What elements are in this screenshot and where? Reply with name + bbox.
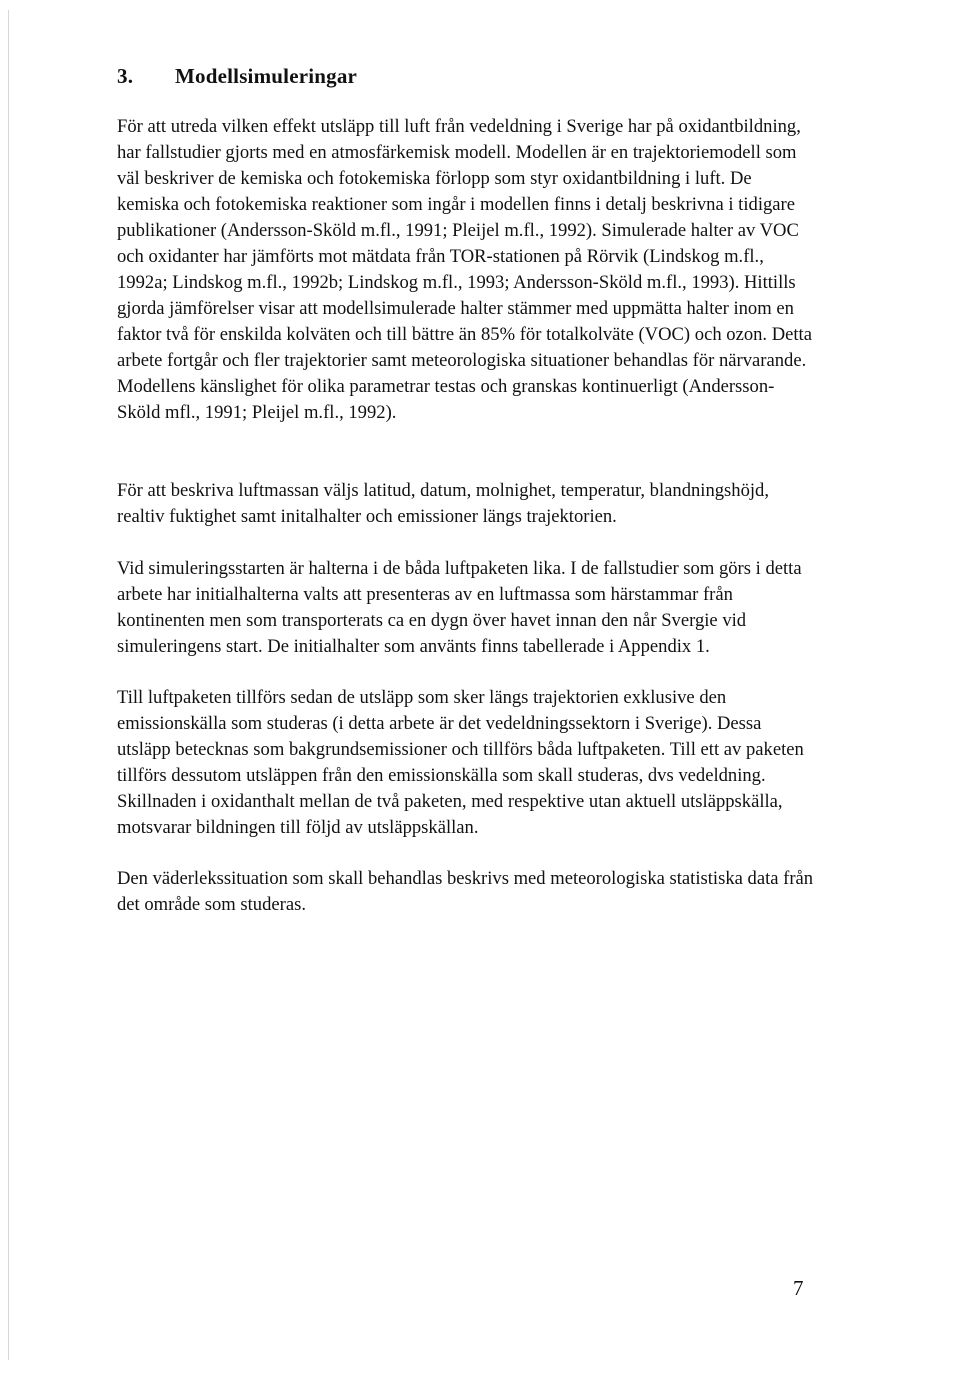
paragraph-model-description: För att utreda vilken effekt utsläpp till luft från vedeldning i Sverige har på oxidantbildning, har fallstudier gjorts med en atmosfärkemisk modell. Modellen är en trajektoriemodell som väl beskriver de kemiska och fotokemiska förlopp som styr oxidantbildning i luft. De kemiska och fotokemiska reaktioner som ingår i modellen finns i detalj beskrivna i tidigare publikationer (Andersson-Sköld m.fl., 1991; Pleijel m.fl., 1992). Simulerade halter av VOC och oxidanter har jämförts mot mätdata från TOR-stationen på Rörvik (Lindskog m.fl., 1992a; Lindskog m.fl., 1992b; Lindskog m.fl., 1993; Andersson-Sköld m.fl., 1993). Hittills gjorda jämförelser visar att modellsimulerade halter stämmer med uppmätta halter inom en faktor två för enskilda kolväten och till bättre än 85% för totalkolväte (VOC) och ozon. Detta arbete fortgår och fler trajektorier samt meteorologiska situationer behandlas för närvarande. Modellens känslighet för olika parametrar testas och granskas kontinuerligt (Andersson-Sköld mfl., 1991; Pleijel m.fl., 1992). — [117, 116, 812, 423]
paragraph-airmass-parameters: För att beskriva luftmassan väljs latitud, datum, molnighet, temperatur, blandningshöjd, realtiv fuktighet samt initalhalter och emissioner längs trajektorien. — [117, 480, 769, 527]
paragraph-initial-concentrations: Vid simuleringsstarten är halterna i de båda luftpaketen lika. I de fallstudier som görs i detta arbete har initialhalterna valts att presenteras av en luftmassa som härstammar från kontinenten men som transporterats ca en dygn över havet innan den når Svergie vid simuleringens start. De initialhalter som använts finns tabellerade i Appendix 1. — [117, 558, 802, 657]
section-heading — [117, 64, 357, 89]
section-title: Modellsimuleringar — [175, 64, 358, 88]
section-number: 3. — [117, 64, 134, 88]
paragraph-emissions: Till luftpaketen tillförs sedan de utsläpp som sker längs trajektorien exklusive den emissionskälla som studeras (i detta arbete är det vedeldningssektorn i Sverige). Dessa utsläpp betecknas som bakgrundsemissioner och tillförs båda luftpaketen. Till ett av paketen tillförs dessutom utsläppen från den emissionskälla som skall studeras, dvs vedeldning. Skillnaden i oxidanthalt mellan de två paketen, med respektive utan aktuell utsläppskälla, motsvarar bildningen till följd av utsläppskällan. — [117, 687, 804, 838]
paragraph-weather-situation: Den väderlekssituation som skall behandlas beskrivs med meteorologiska statistiska data från det område som studeras. — [117, 868, 814, 915]
scan-edge-mark — [8, 10, 9, 1360]
page-number: 7 — [793, 1276, 804, 1300]
